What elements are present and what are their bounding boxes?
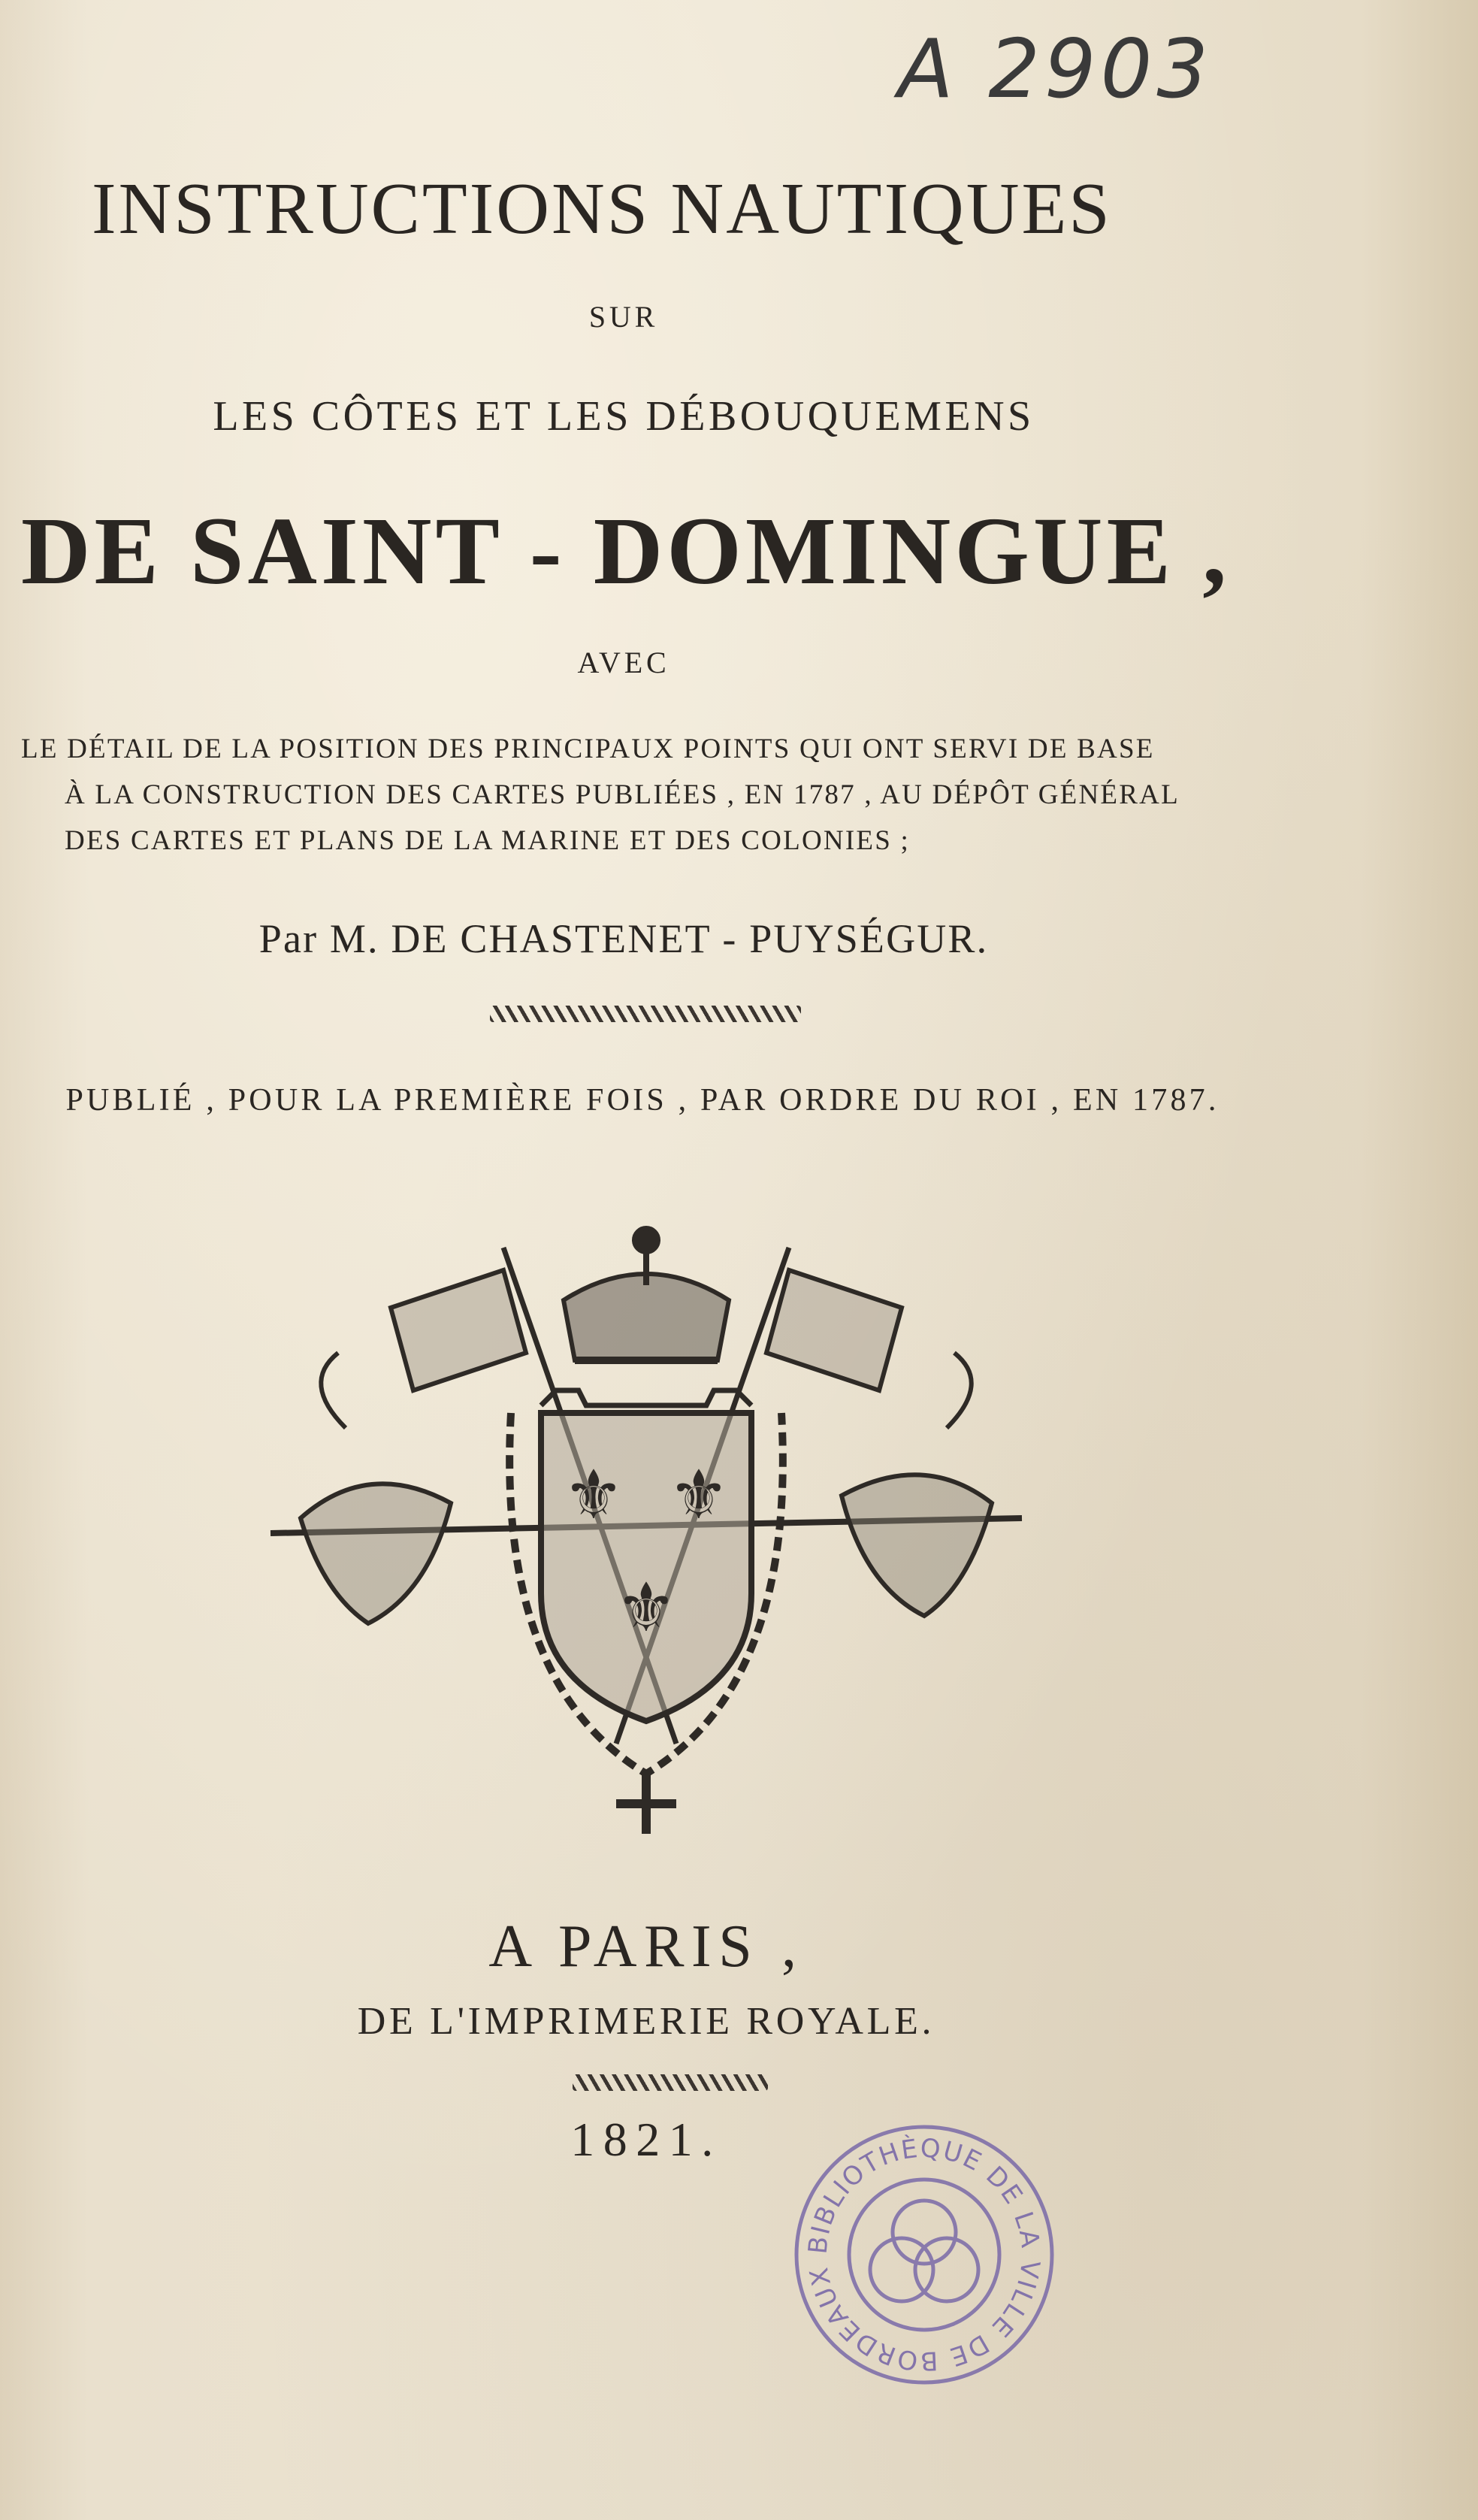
imprint-printer: DE L'IMPRIMERIE ROYALE. <box>357 2000 935 2043</box>
ornamental-rule <box>490 1006 801 1022</box>
title-line-3: LES CÔTES ET LES DÉBOUQUEMENS <box>213 393 1035 440</box>
svg-text:⚜: ⚜ <box>668 1456 730 1535</box>
title-line-1: INSTRUCTIONS NAUTIQUES <box>92 168 1112 250</box>
stamp-text: BIBLIOTHÈQUE DE LA VILLE DE BORDEAUX <box>802 2133 1046 2376</box>
imprint-city: A PARIS , <box>488 1913 804 1980</box>
description-line-3: DES CARTES ET PLANS DE LA MARINE ET DES COLONIES ; <box>65 825 910 856</box>
ornamental-rule-small <box>573 2074 768 2091</box>
title-line-5: AVEC <box>577 646 670 679</box>
publication-note: PUBLIÉ , POUR LA PREMIÈRE FOIS , PAR ORDRE DU ROI , EN 1787. <box>65 1083 1220 1118</box>
svg-text:⚜: ⚜ <box>563 1456 624 1535</box>
author-line: Par M. DE CHASTENET - PUYSÉGUR. <box>258 916 989 961</box>
svg-text:⚜: ⚜ <box>615 1569 677 1647</box>
svg-text:BIBLIOTHÈQUE DE LA VILLE DE BO <box>803 2133 1046 2376</box>
title-main: DE SAINT - DOMINGUE , <box>21 498 1231 604</box>
description-line-2: À LA CONSTRUCTION DES CARTES PUBLIÉES , EN 1787 , AU DÉPÔT GÉNÉRAL <box>65 779 1180 810</box>
imprint-year: 1821. <box>570 2113 722 2166</box>
title-line-2: SUR <box>588 300 659 334</box>
call-number: A 2903 <box>898 23 1214 116</box>
library-stamp <box>789 2119 1059 2390</box>
description-line-1: LE DÉTAIL DE LA POSITION DES PRINCIPAUX POINTS QUI ONT SERVI DE BASE <box>21 734 1155 764</box>
royal-arms-engraving <box>255 1203 1037 1849</box>
